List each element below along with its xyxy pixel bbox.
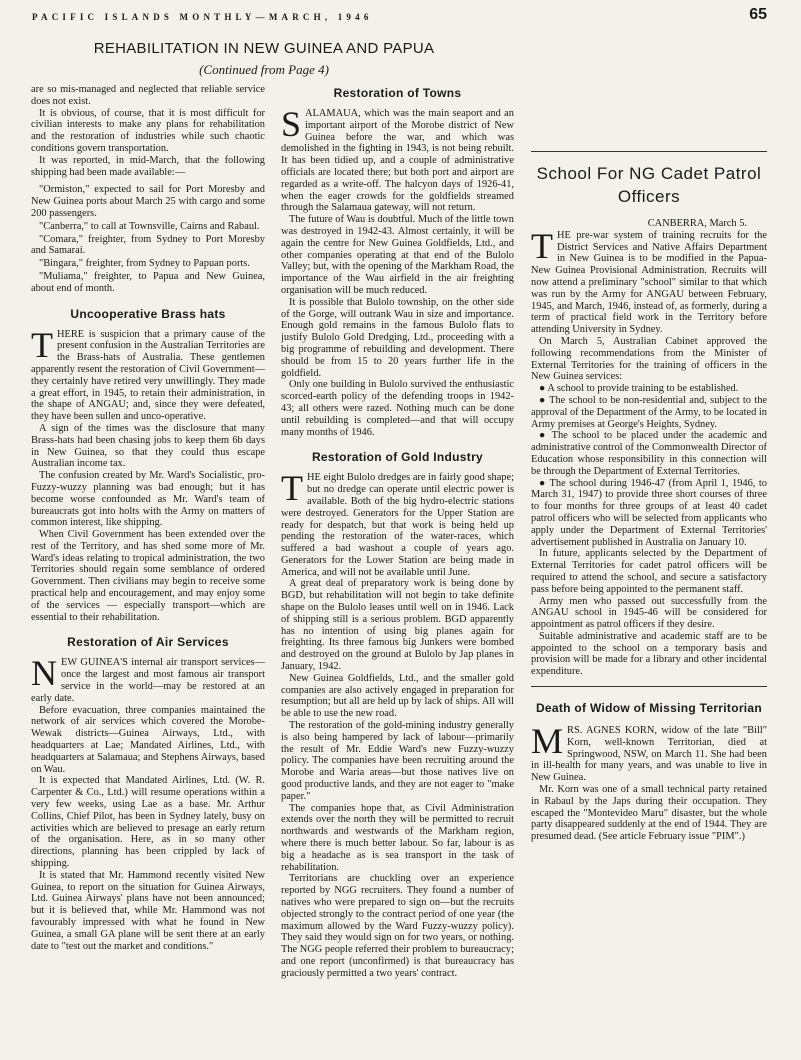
divider [531, 151, 767, 152]
subheading: Restoration of Towns [333, 86, 462, 100]
paragraph: NEW GUINEA'S internal air transport services—once the largest and most famous air transport service in the world—may be restored at an early date. [31, 653, 265, 704]
bullet-item: ● A school to provide training to be established. [539, 383, 739, 395]
paragraph: Territorians are chuckling over an experience reported by NGG recruiters. They found a number of natives who were prepared to sign on—but the recruits objected strongly to the contract period of one year (the maximum allowed by the Ward Fuzzy-wuzzy policy). They said they would sign on for two years, or nothing. The NGG people referred their problem to bureaucracy; and one report (unconfirmed) is that bureaucracy has graciously permitted a two years' contract. [281, 873, 514, 979]
bullet-item: ● The school to be non-residential and, subject to the approval of the Department of the Army, to be located in Army premises at George's Heights, Sydney. [531, 394, 767, 430]
paragraph: SALAMAUA, which was the main seaport and an important airport of the Morobe district of New Guinea before the war, and which was demolished in the fighting in 1943, is not being rebuilt. It has been tidied up, and a couple of administrative officials are located there; but both port and airport are regarded as a write-off. The halcyon days of 1926-41, when the eager crowds for the goldfields streamed through the Salamaua gateway, will not return. [281, 104, 514, 214]
paragraph: MRS. AGNES KORN, widow of the late "Bill" Korn, well-known Territorian, died at Springwood, NSW, on March 11. She had been in ill-health for many years, and was unable to live in New Guinea. [531, 721, 767, 784]
paragraph: Army men who passed out successfully from the ANGAU school in 1945-46 will be considered for appointment as patrol officers if they desire. [531, 595, 767, 631]
continued-note: (Continued from Page 4) [199, 62, 329, 77]
paragraph: On March 5, Australian Cabinet approved the following recommendations from the Minister of External Territories for the training of officers in the New Guinea services: [531, 335, 767, 383]
column-3 [531, 40, 767, 1050]
paragraph: It is expected that Mandated Airlines, Ltd. (W. R. Carpenter & Co., Ltd.) will resume operations within a very few weeks, using Lae as a base. Mr. Arthur Collins, Chief Pilot, has been in Sydney lately, busy on activities which are believed to presage an early return of the organisation. Here, as in so many other directions, planning has been crippled by lack of shipping. [31, 775, 265, 870]
paragraph: The restoration of the gold-mining industry generally is also being hampered by lack of labour—primarily the result of Mr. Eddie Ward's new Fuzzy-wuzzy policy. The companies have been recruiting around the Morobe and Waria areas—but those natives live on good productive lands, and they are not eager to "make paper." [281, 720, 514, 802]
paragraph: THE eight Bulolo dredges are in fairly good shape; but no dredge can operate until electric power is available. Both of the big hydro-electric stations were destroyed. Generators for the Upper Station are ready for despatch, but that work is being held up pending the restoration of the water-races, which suffered a bad washout a couple of years ago. Generators for the Lower Station are being made in America, and will not be available until June. [281, 468, 514, 578]
paragraph: When Civil Government has been extended over the rest of the Territory, and has shed some more of Mr. Ward's ideas relating to tropical administration, the two Territories should regain some semblance of ordered Government. Then civilians may begin to receive some practical help and encouragement, and may enjoy some of the services — especially transport—which are essential to their rehabilitation. [31, 529, 265, 623]
paragraph: The future of Wau is doubtful. Much of the little town was destroyed in 1942-43. Almost certainly, it will be again the centre for New Guinea Goldfields, Ltd., and other companies operating at that end of the Bulolo Valley; but, with the opening of the Markham Road, the importance of the Wau airfield in the air freighting organisation will be much reduced. [281, 214, 514, 296]
paragraph: In future, applicants selected by the Department of External Territories for cadet patrol officers will be required to attend the school, and secure a satisfactory pass before being appointed to the permanent staff. [531, 548, 767, 595]
shipping-item: "Comara," freighter, from Sydney to Port Moresby and Samarai. [31, 233, 265, 257]
paragraph: It is possible that Bulolo township, on the other side of the Gorge, will outrank Wau in size and importance. Enough gold remains in the famous Bulolo flats to justify Bulolo Gold Dredging, Ltd., proceeding with a big programme of rebuilding and development. There should be from 15 to 20 years further life in the goldfield. [281, 296, 514, 379]
paragraph: are so mis-managed and neglected that reliable service does not exist. [31, 84, 265, 107]
paragraph: THE pre-war system of training recruits for the District Services and Native Affairs Department in New Guinea is to be modified in the Papua-New Guinea Provisional Administration. Recruits will now attend a preliminary "school" similar to that which was run by the Army for ANGAU between February, 1945, and March, 1946, instead of, as formerly, during a term of practical field work in the Territory before attending University in Sydney. [531, 225, 767, 336]
drop-cap: N [31, 653, 57, 694]
obituary-heading: Death of Widow of Missing Territorian [535, 701, 763, 716]
drop-cap: T [531, 225, 553, 266]
paragraph: It was reported, in mid-March, that the following shipping had been made available:— [31, 154, 265, 178]
paragraph: Mr. Korn was one of a small technical party retained in Rabaul by the Japs during their occupation. They escaped the "Montevideo Maru" disaster, but the whole party disappeared suddenly at the end of 1944. They are presumed dead. (See article February issue "PIM".) [531, 784, 767, 843]
paragraph: The companies hope that, as Civil Administration extends over the north they will be permitted to recruit northwards and westwards of the Markham region, where there is much better labour. So far, labour is as big a headache as is sea transport in the task of rehabilitation. [281, 802, 514, 873]
paragraph: The confusion created by Mr. Ward's Socialistic, pro-Fuzzy-wuzzy planning was bad enough; but it has become worse confounded as Mr. Ward's team of bureaucrats got into holts with the Army on matters of common interest, like shipping. [31, 470, 265, 529]
paragraph: Suitable administrative and academic staff are to be appointed to the school on a temporary basis and provision will be made for a library and other incidental expenditure. [531, 630, 767, 678]
running-head [32, 6, 767, 26]
drop-cap: M [531, 721, 564, 762]
dateline: CANBERRA, March 5. [647, 218, 747, 229]
column-2 [281, 84, 514, 1050]
bullet-item: ● The school during 1946-47 (from April 1, 1946, to March 31, 1947) to provide three short courses of three to four months for three groups of at least 40 cadet patrol officers who will be selected from applicants who apply under the Department of External Territories' advertisement published in Australia on January 10. [531, 477, 767, 548]
paragraph: THERE is suspicion that a primary cause of the present confusion in the Australian Territories are the Brass-hats of Australia. These gentlemen apparently resent the restoration of Civil Government—they certainly have retired very unwillingly. They made a great effort, in 1945, to retain their administration, in the shape of ANGAU; and, since they were defeated, they have been sullen and unco-operative. [31, 324, 265, 423]
paragraph: A sign of the times was the disclosure that many Brass-hats had been chasing jobs to keep them 6b days in New Guinea, so that they could thus escape Australian income tax. [31, 422, 265, 470]
shipping-item: "Bingara," freighter, from Sydney to Papuan ports. [39, 258, 250, 270]
subheading: Uncooperative Brass hats [70, 306, 226, 321]
column-1 [31, 84, 265, 1050]
shipping-item: "Ormiston," expected to sail for Port Moresby and New Guinea ports about March 25 with cargo and some 200 passengers. [31, 184, 265, 219]
paragraph: It is stated that Mr. Hammond recently visited New Guinea, to report on the situation for Guinea Airways, Ltd. Guinea Airways' plans have not been announced; but it is believed that, while Mr. Hammond was not favourably impressed with what he found in New Guinea, a small GA plane will be sent there at an early date to "test out the market and conditions." [31, 869, 265, 952]
bullet-item: ● The school to be placed under the academic and administrative control of the Commonwealth Director of Education whose responsibility in this connection will be through the Department of External Territories. [531, 430, 767, 477]
subheading: Restoration of Gold Industry [311, 450, 484, 465]
drop-cap: T [281, 468, 303, 509]
paragraph: Before evacuation, three companies maintained the network of air services which covered the Morobe-Wewak districts—Guinea Airways, Ltd., with headquarters at Lae; Mandated Airlines, Ltd., with headquarters at Salamaua; and Stephens Airways, based on Wau. [31, 704, 265, 775]
drop-cap: T [31, 324, 53, 365]
drop-cap: S [281, 104, 302, 144]
paragraph: A great deal of preparatory work is being done by BGD, but rehabilitation will not begin to take definite shape on the Bulolo leases until well on in 1946. Lack of shipping still is a serious problem. BGD apparently has no intention of using big planes again for freighting. Its three famous big Junkers were bombed and destroyed on the ground at Bulolo by Jap planes in January, 1942. [281, 578, 514, 673]
paragraph: Only one building in Bulolo survived the enthusiastic scorced-earth policy of the defending troops in 1942-43; all others were razed. Nothing much can be done until rebuilding is completed—and that will occupy many months of 1946. [281, 379, 514, 438]
shipping-item: "Canberra," to call at Townsville, Cairns and Rabaul. [39, 220, 260, 232]
cadet-school-heading: School For NG Cadet Patrol Officers [536, 164, 762, 206]
page-number: 65 [749, 6, 767, 23]
paragraph: It is obvious, of course, that it is most difficult for civilian interests to make any plans for rehabilitation and the restoration of industries while such chaotic conditions govern transportation. [31, 107, 265, 154]
running-title: PACIFIC ISLANDS MONTHLY—MARCH, 1946 [32, 12, 373, 22]
paragraph: New Guinea Goldfields, Ltd., and the smaller gold companies are also actively engaged in preparation for resumption; but all are held up by lack of ships. All will be able to use the new road. [281, 672, 514, 720]
article-title: REHABILITATION IN NEW GUINEA AND PAPUA [93, 40, 435, 57]
shipping-item: "Muliama," freighter, to Papua and New Guinea, about end of month. [31, 270, 265, 294]
subheading: Restoration of Air Services [67, 635, 229, 650]
divider [531, 686, 767, 687]
